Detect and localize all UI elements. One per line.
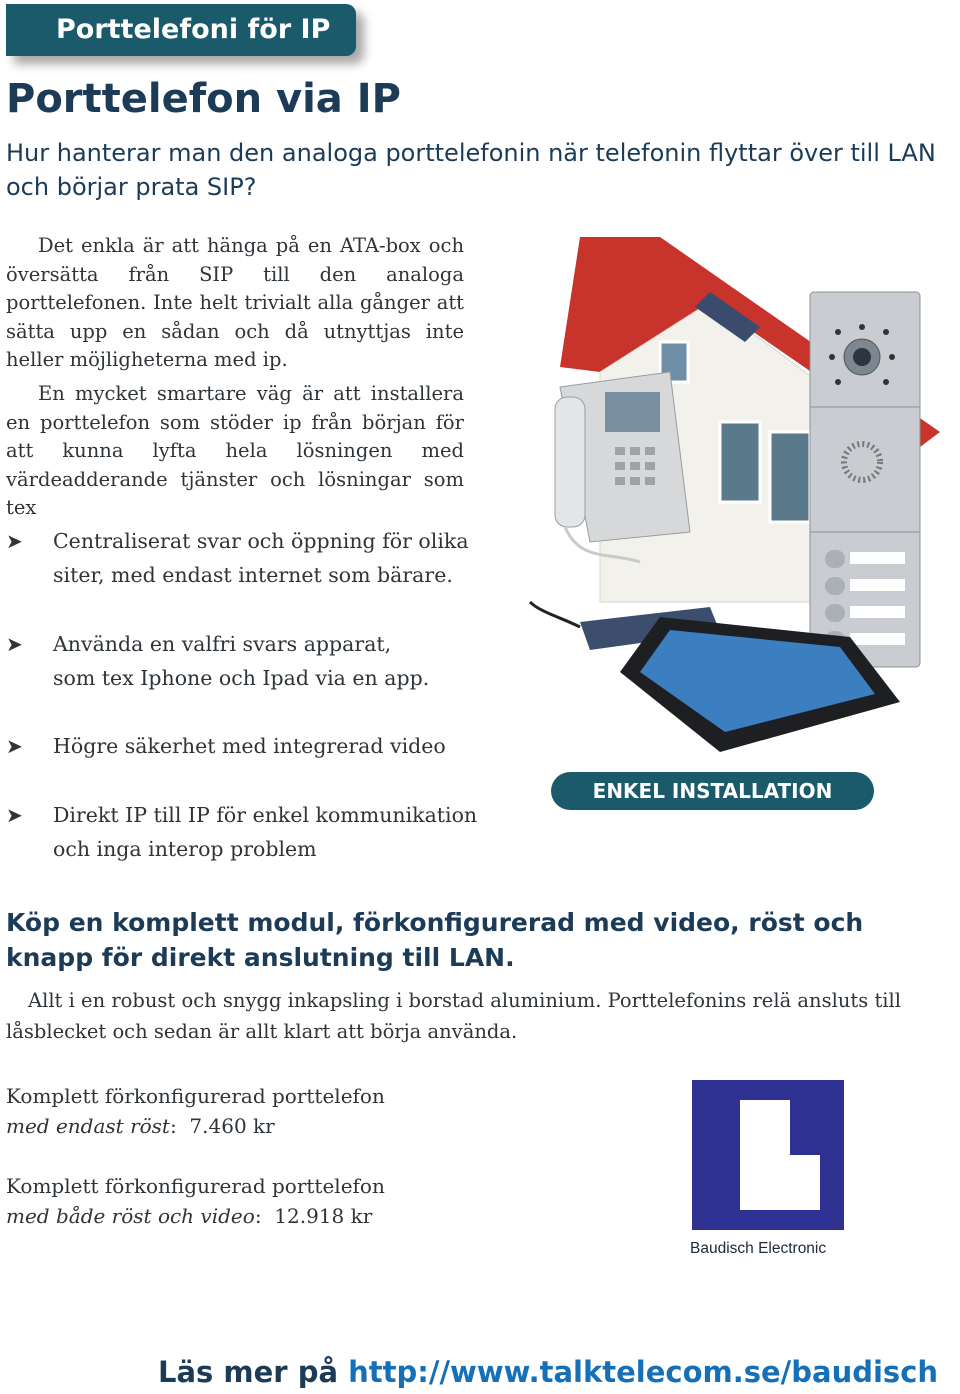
bullet-arrow-icon: ➤ [6,803,23,827]
phone-screen [605,392,660,432]
bullet-arrow-icon: ➤ [6,734,23,758]
bullet-item: Använda en valfri svars apparat, som tex Iphone och Ipad via en app. [53,632,430,690]
baudisch-logo [692,1080,844,1230]
bullet-item: Högre säkerhet med integrerad video [53,734,446,758]
price-value: 12.918 kr [274,1204,373,1228]
led-dot [835,379,841,385]
section-tab [6,4,356,56]
house-window [720,422,760,502]
camera-lens-inner [853,348,871,366]
name-label [850,633,905,645]
section-tab-label: Porttelefoni för IP [56,14,331,45]
led-dot [829,354,835,360]
led-dot [835,329,841,335]
module-heading: Köp en komplett modul, förkonfigurerad med video, röst och knapp för direkt anslutning till LAN. [6,908,864,972]
power-cable [530,602,580,627]
price-qualifier: med både röst och video [6,1204,255,1228]
bullet-arrow-icon: ➤ [6,632,23,656]
price-row: med endast röst: 7.460 kr [6,1114,275,1138]
logo-name: Baudisch Electronic [690,1240,827,1257]
footer [158,1355,938,1389]
product-illustration [520,232,960,760]
name-label [850,579,905,591]
intro-paragraph-1: Det enkla är att hänga på en ATA-box och översätta från SIP till den analoga porttelefonen. Inte helt trivialt alla gånger att sätta upp en sådan och då utnyttjas inte heller möjligheterna med ip. [6,234,464,371]
call-button [825,577,845,595]
bullet-item: Direkt IP till IP för enkel kommunikation och inga interop problem [53,803,478,861]
name-label [850,552,905,564]
phone-keypad [615,447,655,485]
price-qualifier: med endast röst [6,1114,170,1138]
page-title: Porttelefon via IP [6,76,401,122]
intro-paragraph-2: En mycket smartare väg är att installera en porttelefon som stöder ip från början för att kunna lyfta hela lösningen med värdeadderande tjänster och lösningar som tex [6,382,464,519]
led-dot [883,379,889,385]
footer-url-link[interactable]: http://www.talktelecom.se/baudisch [348,1355,939,1389]
price-row: med både röst och video: 12.918 kr [6,1204,373,1228]
house-window [770,432,810,522]
price-product-name: Komplett förkonfigurerad porttelefon [6,1174,385,1198]
call-button [825,604,845,622]
phone-handset [555,397,585,527]
bullet-item: Centraliserat svar och öppning för olika siter, med endast internet som bärare. [53,529,469,587]
price-product-name: Komplett förkonfigurerad porttelefon [6,1084,385,1108]
easy-installation-badge: ENKEL INSTALLATION [551,772,874,810]
led-dot [859,324,865,330]
footer-prefix: Läs mer på [158,1355,339,1389]
name-label [850,606,905,618]
call-button [825,550,845,568]
led-dot [883,329,889,335]
lead-question: Hur hanterar man den analoga porttelefonin när telefonin flyttar över till LAN och börjar prata SIP? [6,139,936,201]
bullet-arrow-icon: ➤ [6,529,23,553]
led-dot [889,354,895,360]
price-value: 7.460 kr [189,1114,275,1138]
module-description: Allt i en robust och snygg inkapsling i borstad aluminium. Porttelefonins relä ansluts till låsblecket och sedan är allt klart att börja använda. [6,989,901,1043]
